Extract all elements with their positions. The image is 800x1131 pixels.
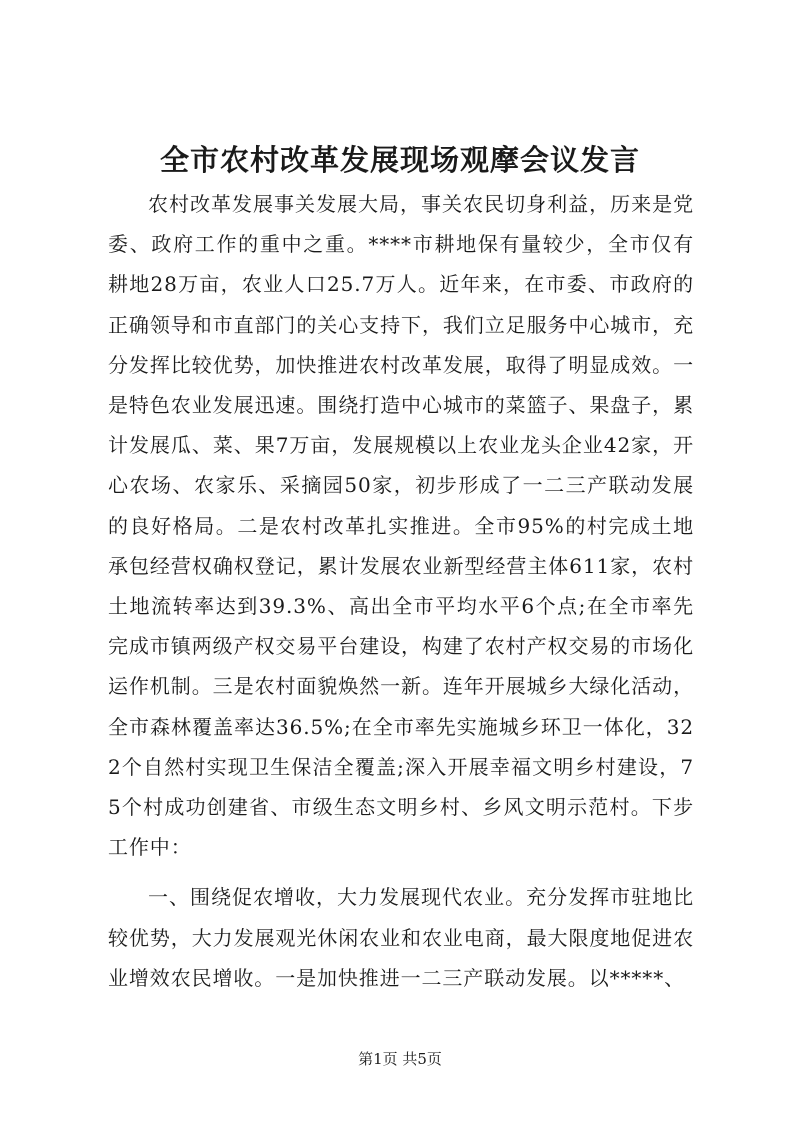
page-number-footer: 第1页 共5页 (358, 1050, 442, 1068)
paragraph-intro: 农村改革发展事关发展大局，事关农民切身利益，历来是党委、政府工作的重中之重。****市耕地保有量较少，全市仅有耕地28万亩，农业人口25.7万人。近年来，在市委、市政府的正确领导和市直部门的关心支持下，我们立足服务中心城市，充分发挥比较优势，加快推进农村改革发展，取得了明显成效。一是特色农业发展迅速。围绕打造中心城市的菜篮子、果盘子，累计发展瓜、菜、果7万亩，发展规模以上农业龙头企业42家，开心农场、农家乐、采摘园50家，初步形成了一二三产联动发展的良好格局。二是农村改革扎实推进。全市95%的村完成土地承包经营权确权登记，累计发展农业新型经营主体611家，农村土地流转率达到39.3%、高出全市平均水平6个点;在全市率先完成市镇两级产权交易平台建设，构建了农村产权交易的市场化运作机制。三是农村面貌焕然一新。连年开展城乡大绿化活动，全市森林覆盖率达36.5%;在全市率先实施城乡环卫一体化，322个自然村实现卫生保洁全覆盖;深入开展幸福文明乡村建设，75个村成功创建省、市级生态文明乡村、乡风文明示范村。下步工作中： (108, 192, 694, 860)
document-body (108, 184, 694, 998)
document-title: 全市农村改革发展现场观摩会议发言 (159, 143, 640, 177)
paragraph-section-one: 一、围绕促农增收，大力发展现代农业。充分发挥市驻地比较优势，大力发展观光休闲农业和农业电商，最大限度地促进农业增效农民增收。一是加快推进一二三产联动发展。以*****、 (108, 885, 694, 990)
